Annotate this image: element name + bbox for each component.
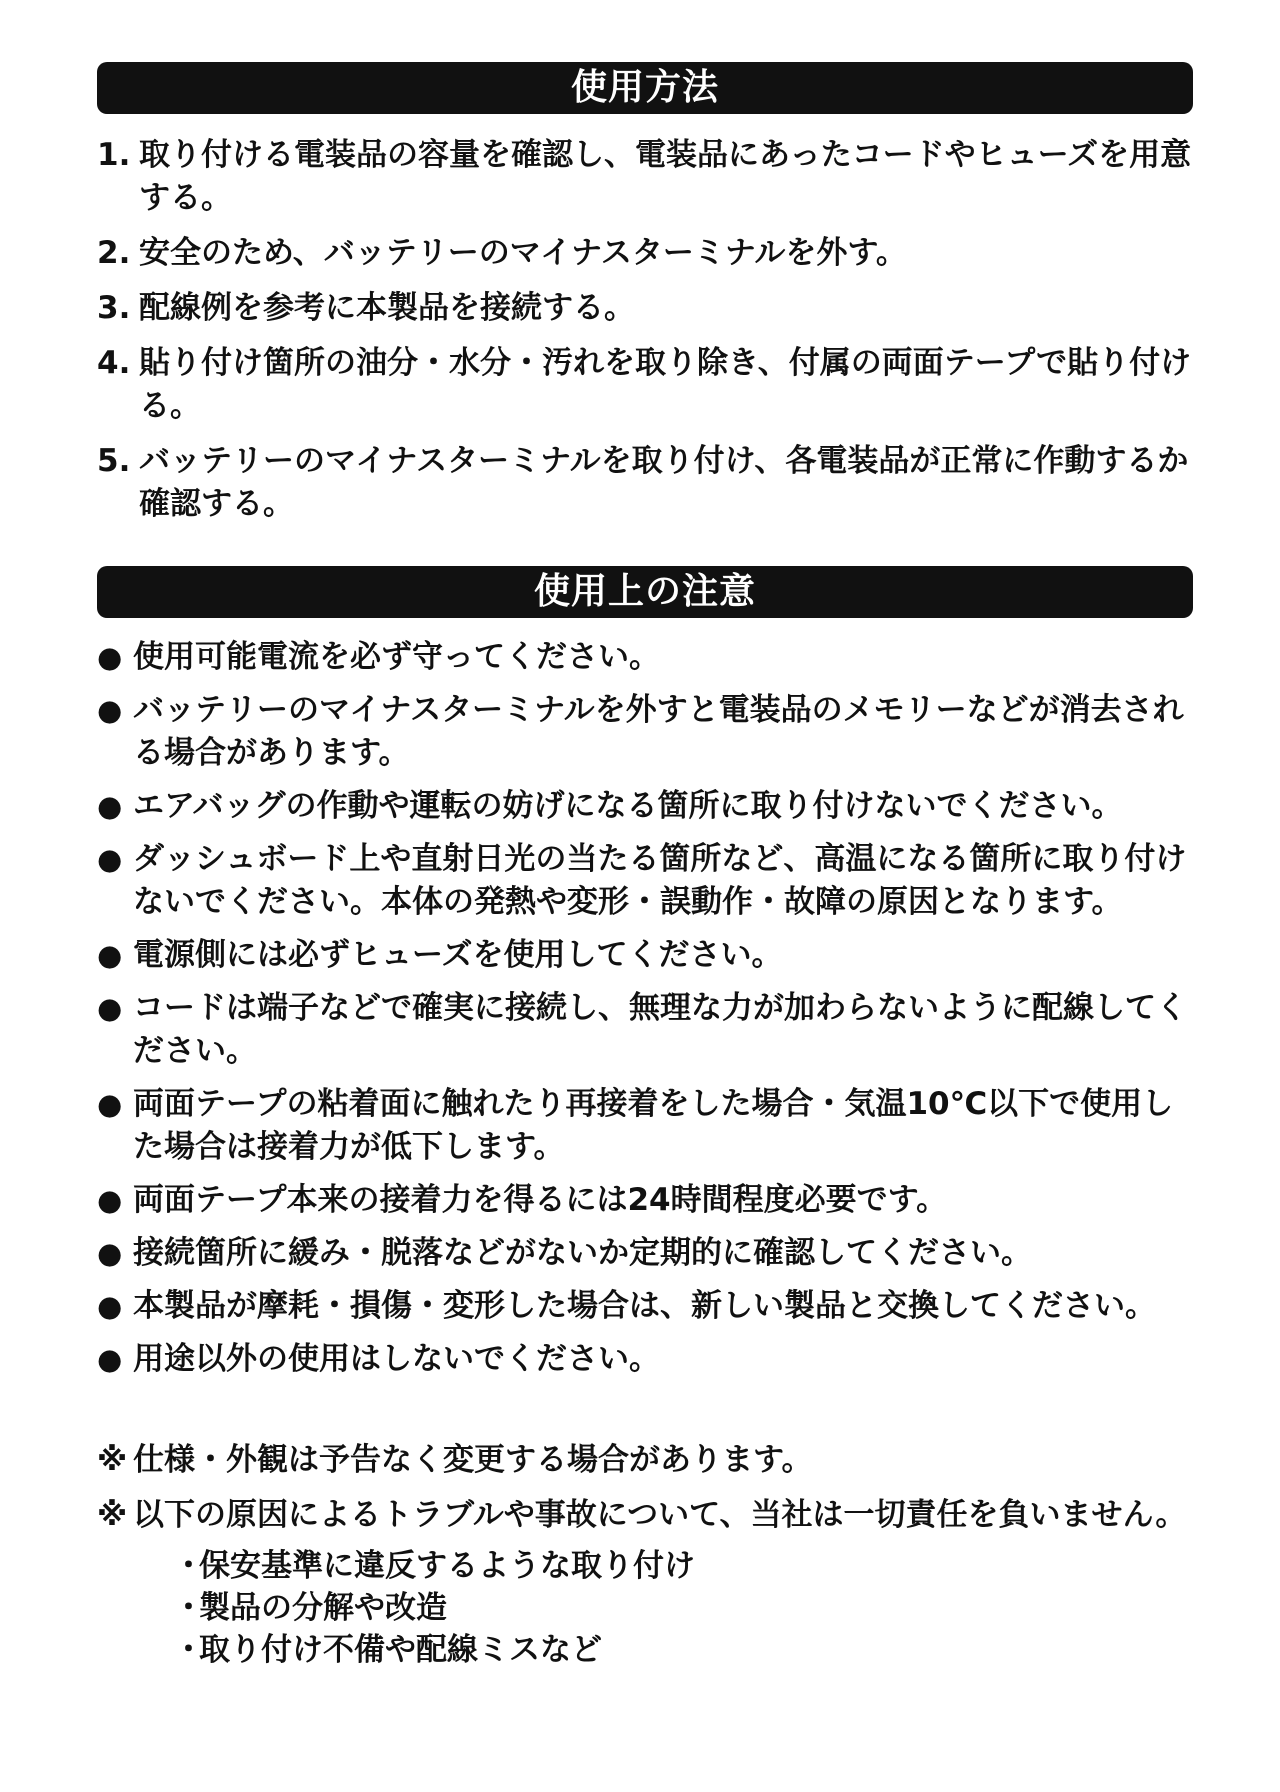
caution-text: 用途以外の使用はしないでください。 <box>133 1341 660 1377</box>
bullet-icon: ● <box>97 1087 123 1121</box>
usage-step <box>97 134 1193 220</box>
disclaimer-cause-item <box>173 1545 1193 1587</box>
step-number: 2. <box>97 235 131 271</box>
bullet-icon: ● <box>97 1236 123 1270</box>
step-number: 4. <box>97 345 131 381</box>
cause-text: 製品の分解や改造 <box>199 1590 447 1626</box>
usage-step <box>97 232 1193 275</box>
caution-text: ダッシュボード上や直射日光の当たる箇所など、高温になる箇所に取り付けないでください。本体の発熱や変形・誤動作・故障の原因となります。 <box>133 841 1187 920</box>
reference-mark-icon: ※ <box>97 1497 128 1533</box>
caution-item <box>97 636 1193 679</box>
caution-text: コードは端子などで確実に接続し、無理な力が加わらないように配線してください。 <box>133 990 1187 1069</box>
caution-text: 電源側には必ずヒューズを使用してください。 <box>133 937 783 973</box>
middle-dot-icon: ・ <box>173 1590 204 1626</box>
caution-text: 使用可能電流を必ず守ってください。 <box>133 639 660 675</box>
step-text: 取り付ける電装品の容量を確認し、電装品にあったコードやヒューズを用意する。 <box>139 137 1192 216</box>
note-item <box>97 1439 1193 1482</box>
caution-list <box>97 636 1193 1381</box>
step-number: 5. <box>97 443 131 479</box>
caution-item <box>97 1083 1193 1169</box>
bullet-icon: ● <box>97 1342 123 1376</box>
caution-item <box>97 1338 1193 1381</box>
bullet-icon: ● <box>97 1183 123 1217</box>
caution-item <box>97 1179 1193 1222</box>
caution-item <box>97 1232 1193 1275</box>
caution-item <box>97 1285 1193 1328</box>
bullet-icon: ● <box>97 1289 123 1323</box>
disclaimer-cause-item <box>173 1587 1193 1629</box>
caution-item <box>97 934 1193 977</box>
step-number: 1. <box>97 137 131 173</box>
caution-item <box>97 987 1193 1073</box>
caution-text: バッテリーのマイナスターミナルを外すと電装品のメモリーなどが消去される場合があります。 <box>133 692 1184 771</box>
caution-text: 本製品が摩耗・損傷・変形した場合は、新しい製品と交換してください。 <box>133 1288 1156 1324</box>
reference-mark-icon: ※ <box>97 1442 128 1478</box>
middle-dot-icon: ・ <box>173 1632 204 1668</box>
caution-text: 接続箇所に緩み・脱落などがないか定期的に確認してください。 <box>133 1235 1032 1271</box>
caution-item <box>97 838 1193 924</box>
disclaimer-cause-list <box>133 1545 1193 1671</box>
caution-text: エアバッグの作動や運転の妨げになる箇所に取り付けないでください。 <box>133 788 1123 824</box>
step-text: 安全のため、バッテリーのマイナスターミナルを外す。 <box>139 235 907 271</box>
usage-step <box>97 287 1193 330</box>
caution-item <box>97 689 1193 775</box>
step-number: 3. <box>97 290 131 326</box>
step-text: 配線例を参考に本製品を接続する。 <box>139 290 635 326</box>
step-text: バッテリーのマイナスターミナルを取り付け、各電装品が正常に作動するか確認する。 <box>139 443 1189 522</box>
cause-text: 取り付け不備や配線ミスなど <box>199 1632 602 1668</box>
caution-text: 両面テープの粘着面に触れたり再接着をした場合・気温10℃以下で使用した場合は接着力が低下します。 <box>133 1086 1174 1165</box>
bullet-icon: ● <box>97 640 123 674</box>
caution-item <box>97 785 1193 828</box>
caution-text: 両面テープ本来の接着力を得るには24時間程度必要です。 <box>133 1182 948 1218</box>
notes-section <box>97 1439 1193 1671</box>
usage-step <box>97 342 1193 428</box>
bullet-icon: ● <box>97 842 123 876</box>
manual-page <box>97 62 1193 1683</box>
bullet-icon: ● <box>97 693 123 727</box>
usage-step <box>97 440 1193 526</box>
usage-section-header: 使用方法 <box>97 62 1193 114</box>
usage-step-list <box>97 134 1193 526</box>
caution-section-header: 使用上の注意 <box>97 566 1193 618</box>
step-text: 貼り付け箇所の油分・水分・汚れを取り除き、付属の両面テープで貼り付ける。 <box>139 345 1192 424</box>
middle-dot-icon: ・ <box>173 1548 204 1584</box>
bullet-icon: ● <box>97 991 123 1025</box>
note-item <box>97 1494 1193 1671</box>
notes-list <box>97 1439 1193 1671</box>
bullet-icon: ● <box>97 938 123 972</box>
note-text: 以下の原因によるトラブルや事故について、当社は一切責任を負いません。 <box>133 1497 1187 1533</box>
disclaimer-cause-item <box>173 1629 1193 1671</box>
bullet-icon: ● <box>97 789 123 823</box>
cause-text: 保安基準に違反するような取り付け <box>199 1548 695 1584</box>
note-text: 仕様・外観は予告なく変更する場合があります。 <box>133 1442 813 1478</box>
